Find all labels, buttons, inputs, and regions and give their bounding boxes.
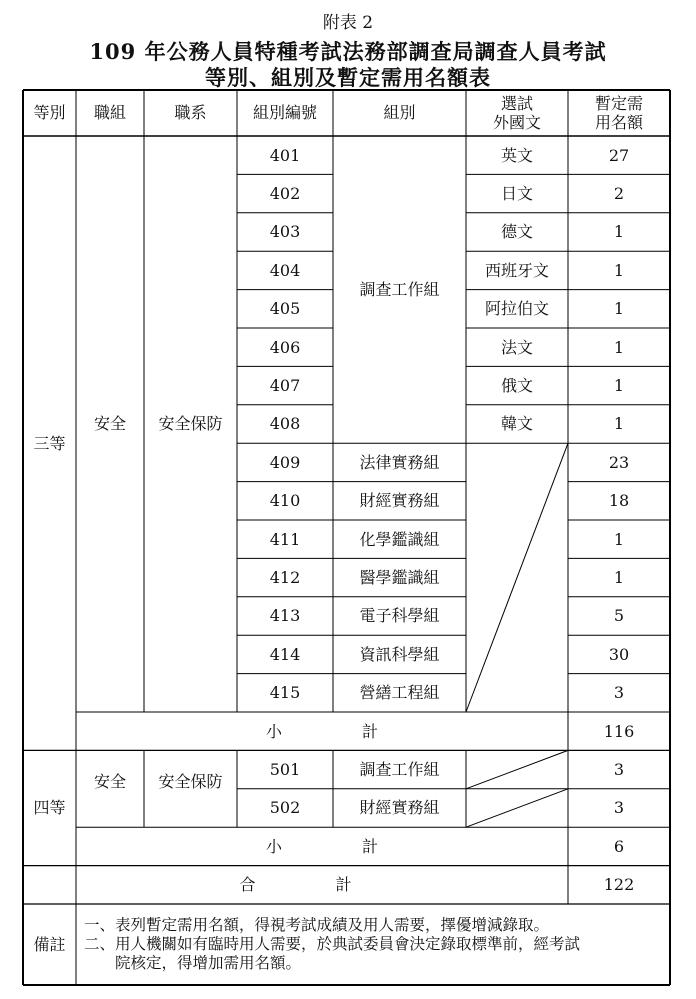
header-grade: 等別	[33, 103, 66, 123]
foreign-language-cell: 法文	[500, 337, 533, 357]
group-code-cell: 411	[269, 529, 301, 549]
document-title-line-1: 109 年公務人員特種考試法務部調查局調查人員考試	[89, 39, 607, 64]
header-job-group: 職組	[93, 103, 126, 123]
group-code-cell: 407	[269, 375, 301, 395]
grade-3-job-series: 安全保防	[158, 414, 223, 434]
quota-cell: 1	[613, 222, 625, 242]
grand-total-value: 122	[603, 875, 635, 895]
investigation-group-name: 調查工作組	[359, 280, 440, 299]
note-line: 一、表列暫定需用名額，得視考試成績及用人需要，擇優增減錄取。	[84, 916, 550, 934]
grade-4-subtotal-label: 小 計	[265, 836, 378, 856]
group-code-cell: 501	[269, 759, 301, 779]
grade-4-job-group: 安全	[93, 771, 126, 791]
quota-cell: 1	[613, 529, 625, 549]
group-name-cell: 醫學鑑識組	[359, 567, 440, 587]
group-code-cell: 415	[269, 683, 301, 703]
group-name-cell: 財經實務組	[359, 798, 440, 818]
quota-cell: 1	[613, 375, 625, 395]
group-code-cell: 403	[269, 222, 301, 242]
header-group-name: 組別	[383, 103, 416, 123]
note-line: 院核定，得增加需用名額。	[84, 954, 302, 972]
group-code-cell: 414	[269, 644, 301, 664]
quota-cell: 27	[608, 145, 630, 165]
foreign-language-cell: 德文	[500, 222, 533, 242]
foreign-language-cell: 阿拉伯文	[484, 299, 549, 319]
group-code-cell: 409	[269, 452, 301, 472]
group-code-cell: 401	[269, 145, 301, 165]
group-name-cell: 電子科學組	[359, 606, 440, 626]
quota-cell: 23	[608, 452, 630, 472]
quota-cell: 18	[608, 491, 630, 511]
notes-content	[76, 904, 670, 985]
notes-list	[84, 916, 580, 973]
group-code-cell: 502	[269, 798, 301, 818]
document-title-line-2: 等別、組別及暫定需用名額表	[205, 65, 491, 90]
group-name-cell: 資訊科學組	[359, 644, 440, 664]
header-group-code: 組別編號	[252, 103, 317, 123]
grade-4-label: 四等	[33, 798, 66, 818]
header-foreign-language: 選試 外國文	[492, 93, 541, 132]
quota-cell: 3	[613, 683, 625, 703]
grade-3-subtotal-value: 116	[603, 721, 635, 741]
group-name-cell: 調查工作組	[359, 759, 440, 779]
group-code-cell: 405	[269, 299, 301, 319]
quota-cell: 5	[613, 606, 625, 626]
group-name-cell: 營繕工程組	[359, 683, 440, 703]
quota-cell: 2	[613, 183, 625, 203]
quota-cell: 3	[613, 759, 625, 779]
grade-4-job-series: 安全保防	[158, 771, 223, 791]
group-code-cell: 408	[269, 414, 301, 434]
foreign-language-cell: 韓文	[500, 414, 533, 434]
foreign-language-cell: 日文	[500, 183, 533, 203]
quota-cell: 30	[608, 644, 630, 664]
group-code-cell: 413	[269, 606, 301, 626]
grand-total-label: 合 計	[239, 875, 352, 895]
foreign-language-cell: 英文	[500, 145, 533, 165]
group-code-cell: 406	[269, 337, 301, 357]
foreign-language-cell: 西班牙文	[484, 260, 549, 280]
group-code-cell: 412	[269, 567, 301, 587]
quota-cell: 1	[613, 260, 625, 280]
foreign-language-cell: 俄文	[500, 375, 533, 395]
group-name-cell: 財經實務組	[359, 491, 440, 511]
notes-label: 備註	[33, 934, 66, 954]
grade-3-subtotal-label: 小 計	[265, 721, 378, 741]
group-name-cell: 法律實務組	[359, 452, 440, 472]
note-line: 二、用人機關如有臨時用人需要，於典試委員會決定錄取標準前，經考試	[84, 935, 581, 953]
group-code-cell: 410	[269, 491, 301, 511]
grade-3-job-group: 安全	[93, 414, 126, 434]
group-code-cell: 404	[269, 260, 301, 280]
appendix-label: 附表 2	[322, 13, 374, 33]
quota-cell: 1	[613, 299, 625, 319]
quota-cell: 3	[613, 798, 625, 818]
header-job-series: 職系	[174, 103, 207, 123]
quota-cell: 1	[613, 337, 625, 357]
quota-cell: 1	[613, 414, 625, 434]
grade-3-label: 三等	[33, 433, 66, 453]
header-quota: 暫定需 用名額	[594, 93, 643, 132]
quota-cell: 1	[613, 567, 625, 587]
grade-4-subtotal-value: 6	[613, 836, 625, 856]
group-code-cell: 402	[269, 183, 301, 203]
group-name-cell: 化學鑑識組	[359, 529, 440, 549]
